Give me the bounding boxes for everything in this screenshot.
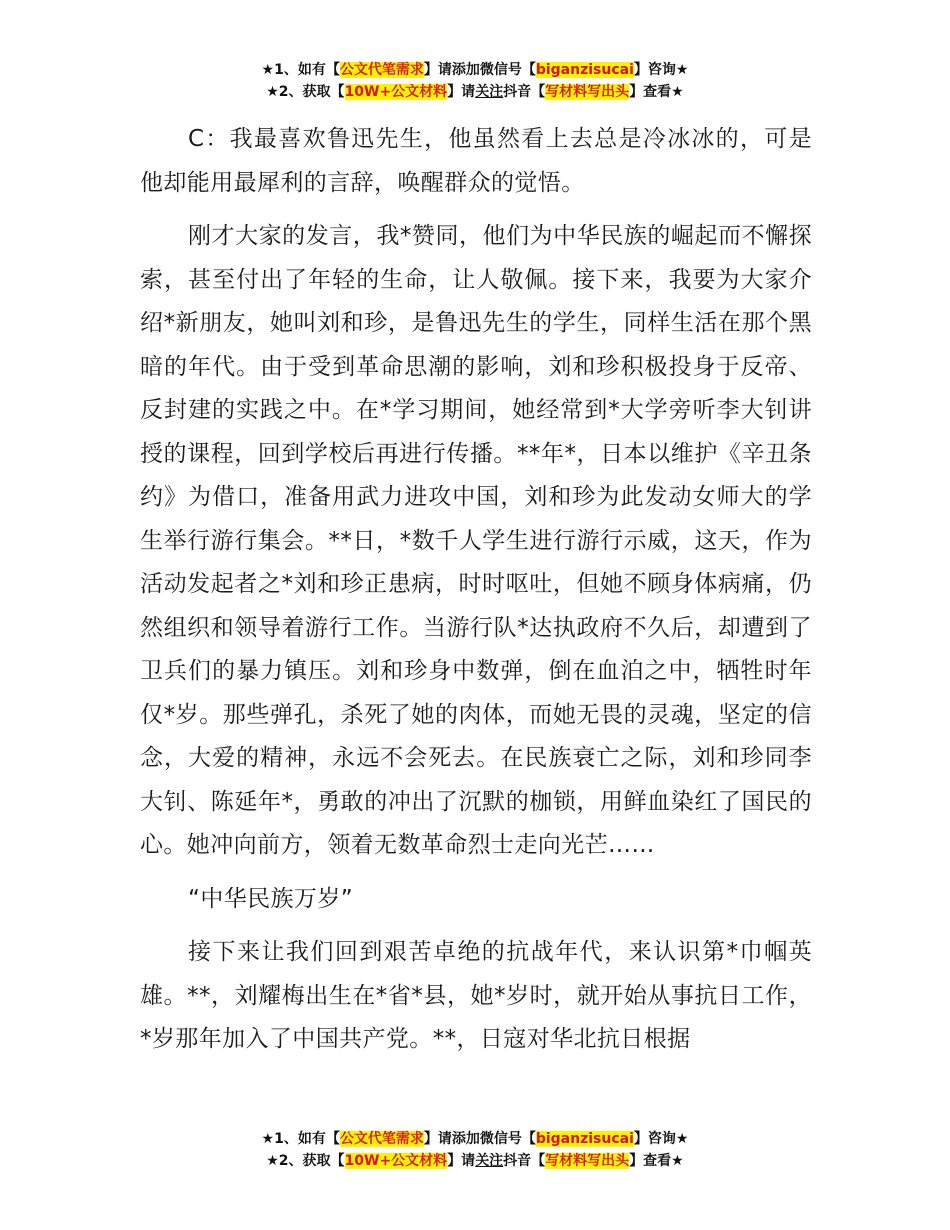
- materials-highlight: 10W+公文材料: [344, 84, 448, 100]
- banner-line-2: ★2、获取【10W+公文材料】请关注抖音【写材料写出头】查看★: [266, 84, 684, 100]
- banner-line-1: ★1、如有【公文代笔需求】请添加微信号【biganzisucai】咨询★: [261, 1131, 689, 1147]
- paragraph: C：我最喜欢鲁迅先生，他虽然看上去总是冷冰冰的，可是他却能用最犀利的言辞，唤醒群众的觉悟。: [140, 126, 812, 196]
- douyin-account-highlight: 写材料写出头: [545, 1153, 630, 1169]
- wechat-id-highlight: biganzisucai: [535, 62, 634, 78]
- wechat-id-highlight: biganzisucai: [535, 1131, 634, 1147]
- douyin-account-highlight: 写材料写出头: [545, 84, 630, 100]
- service-highlight: 公文代笔需求: [339, 1131, 424, 1147]
- document-body: [140, 118, 812, 1072]
- materials-highlight: 10W+公文材料: [344, 1153, 448, 1169]
- header-banner: [0, 59, 950, 103]
- banner-line-1: ★1、如有【公文代笔需求】请添加微信号【biganzisucai】咨询★: [261, 62, 689, 78]
- paragraph: 刚才大家的发言，我*赞同，他们为中华民族的崛起而不懈探索，甚至付出了年轻的生命，让人敬佩。接下来，我要为大家介绍*新朋友，她叫刘和珍，是鲁迅先生的学生，同样生活在那个黑暗的年代。由于受到革命思潮的影响，刘和珍积极投身于反帝、反封建的实践之中。在*学习期间，她经常到*大学旁听李大钊讲授的课程，回到学校后再进行传播。**年*，日本以维护《辛丑条约》为借口，准备用武力进攻中国，刘和珍为此发动女师大的学生举行游行集会。**日，*数千人学生进行游行示威，这天，作为活动发起者之*刘和珍正患病，时时呕吐，但她不顾身体病痛，仍然组织和领导着游行工作。当游行队*达执政府不久后，却遭到了卫兵们的暴力镇压。刘和珍身中数弹，倒在血泊之中，牺牲时年仅*岁。那些弹孔，杀死了她的肉体，而她无畏的灵魂，坚定的信念，大爱的精神，永远不会死去。在民族衰亡之际，刘和珍同李大钊、陈延年*，勇敢的冲出了沉默的枷锁，用鲜血染红了国民的心。她冲向前方，领着无数革命烈士走向光芒……: [140, 223, 812, 858]
- banner-line-2: ★2、获取【10W+公文材料】请关注抖音【写材料写出头】查看★: [266, 1153, 684, 1169]
- service-highlight: 公文代笔需求: [339, 62, 424, 78]
- paragraph: “中华民族万岁”: [188, 885, 354, 912]
- paragraph: 接下来让我们回到艰苦卓绝的抗战年代，来认识第*巾帼英雄。**，刘耀梅出生在*省*县，她*岁时，就开始从事抗日工作，*岁那年加入了中国共产党。**，日寇对华北抗日根据: [140, 939, 812, 1052]
- footer-banner: [0, 1128, 950, 1172]
